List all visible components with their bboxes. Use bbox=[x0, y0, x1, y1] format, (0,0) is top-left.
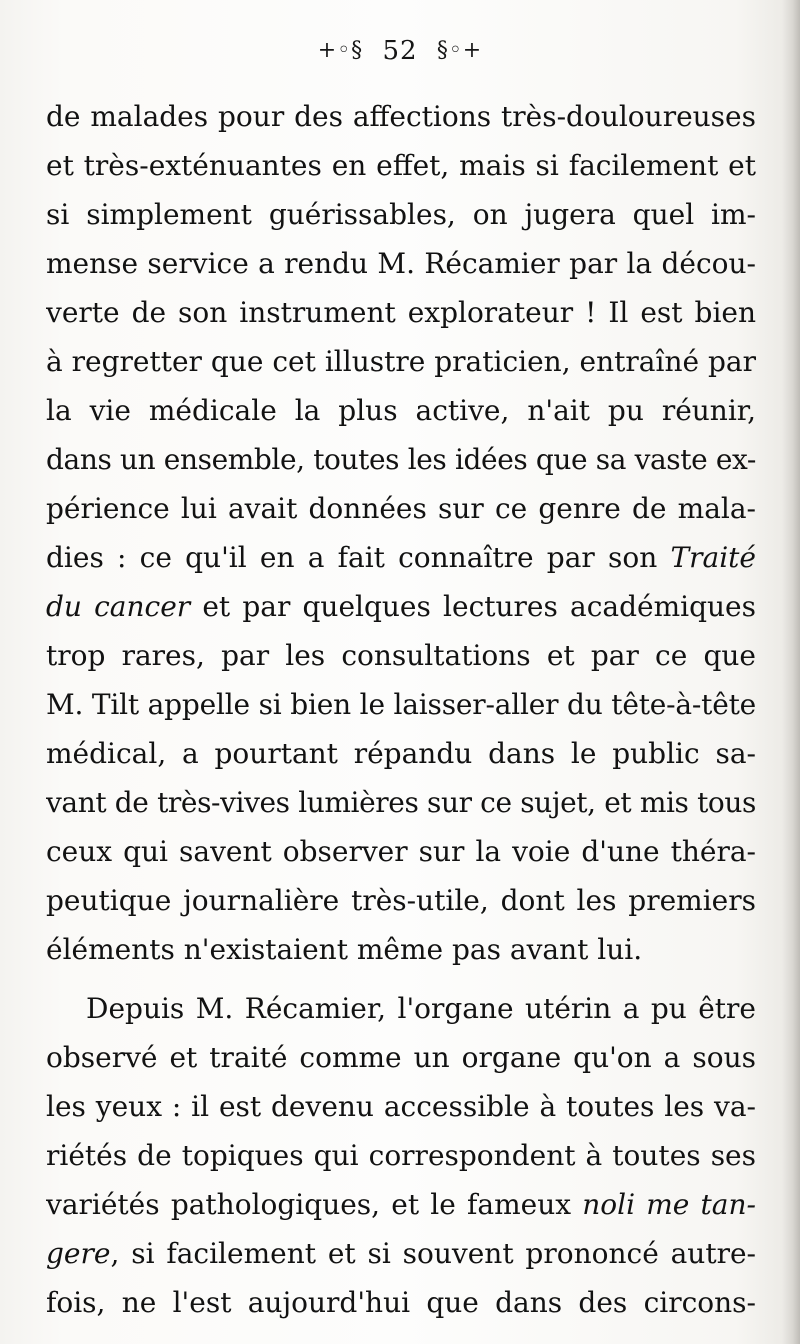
text-line: fois, ne l'est aujourd'hui que dans des circons- bbox=[46, 1286, 756, 1319]
text-segment: et par quelques lectures académiques bbox=[190, 590, 756, 623]
text-line: éléments n'existaient même pas avant lui. bbox=[46, 933, 643, 966]
text-line: dans un ensemble, toutes les idées que sa vaste ex- bbox=[46, 443, 756, 476]
text-line: observé et traité comme un organe qu'on a sous bbox=[46, 1041, 756, 1074]
paragraph-1 bbox=[46, 92, 756, 974]
italic-title-segment: Traité bbox=[670, 541, 756, 574]
text-segment: dies : ce qu'il en a fait connaître par son bbox=[46, 541, 671, 574]
text-line: de malades pour des affections très-douloureuses bbox=[46, 100, 756, 133]
text-line: M. Tilt appelle si bien le laisser-aller du tête-à-tête bbox=[46, 688, 756, 721]
text-line: périence lui avait données sur ce genre de mala- bbox=[46, 492, 756, 525]
text-line: verte de son instrument explorateur ! Il est bien bbox=[46, 296, 756, 329]
text-segment: variétés pathologiques, et le fameux bbox=[46, 1188, 583, 1221]
paragraph-2 bbox=[46, 984, 756, 1327]
text-line: et très-exténuantes en effet, mais si facilement et bbox=[46, 149, 756, 182]
text-line: médical, a pourtant répandu dans le public sa- bbox=[46, 737, 756, 770]
text-line: la vie médicale la plus active, n'ait pu réunir, bbox=[46, 394, 756, 427]
text-line bbox=[46, 533, 756, 582]
text-line: vant de très-vives lumières sur ce sujet, et mis tous bbox=[46, 786, 756, 819]
text-line: si simplement guérissables, on jugera quel im- bbox=[46, 198, 756, 231]
text-segment: , si facilement et si souvent prononcé autre- bbox=[110, 1237, 756, 1270]
text-line: à regretter que cet illustre praticien, entraîné par bbox=[46, 345, 756, 378]
italic-title-segment: du cancer bbox=[46, 590, 191, 623]
right-ornament: §◦+ bbox=[436, 38, 483, 63]
page-number: 52 bbox=[382, 36, 418, 66]
text-line: mense service a rendu M. Récamier par la décou- bbox=[46, 247, 756, 280]
text-line bbox=[46, 1180, 756, 1229]
text-line: peutique journalière très-utile, dont les premiers bbox=[46, 884, 756, 917]
paragraph-gap bbox=[46, 974, 756, 984]
page-header bbox=[0, 36, 800, 66]
page-edge-shadow bbox=[782, 0, 800, 1344]
text-line: Depuis M. Récamier, l'organe utérin a pu être bbox=[86, 992, 756, 1025]
text-line bbox=[46, 582, 756, 631]
text-line: les yeux : il est devenu accessible à toutes les va- bbox=[46, 1090, 756, 1123]
italic-latin-segment: gere bbox=[46, 1237, 111, 1270]
text-line bbox=[46, 1229, 756, 1278]
text-line: trop rares, par les consultations et par ce que bbox=[46, 639, 756, 672]
text-line: riétés de topiques qui correspondent à toutes ses bbox=[46, 1139, 756, 1172]
italic-latin-segment: noli me tan- bbox=[582, 1188, 756, 1221]
left-ornament: +◦§ bbox=[317, 38, 364, 63]
body-text bbox=[46, 92, 756, 1327]
text-line: ceux qui savent observer sur la voie d'une théra- bbox=[46, 835, 756, 868]
